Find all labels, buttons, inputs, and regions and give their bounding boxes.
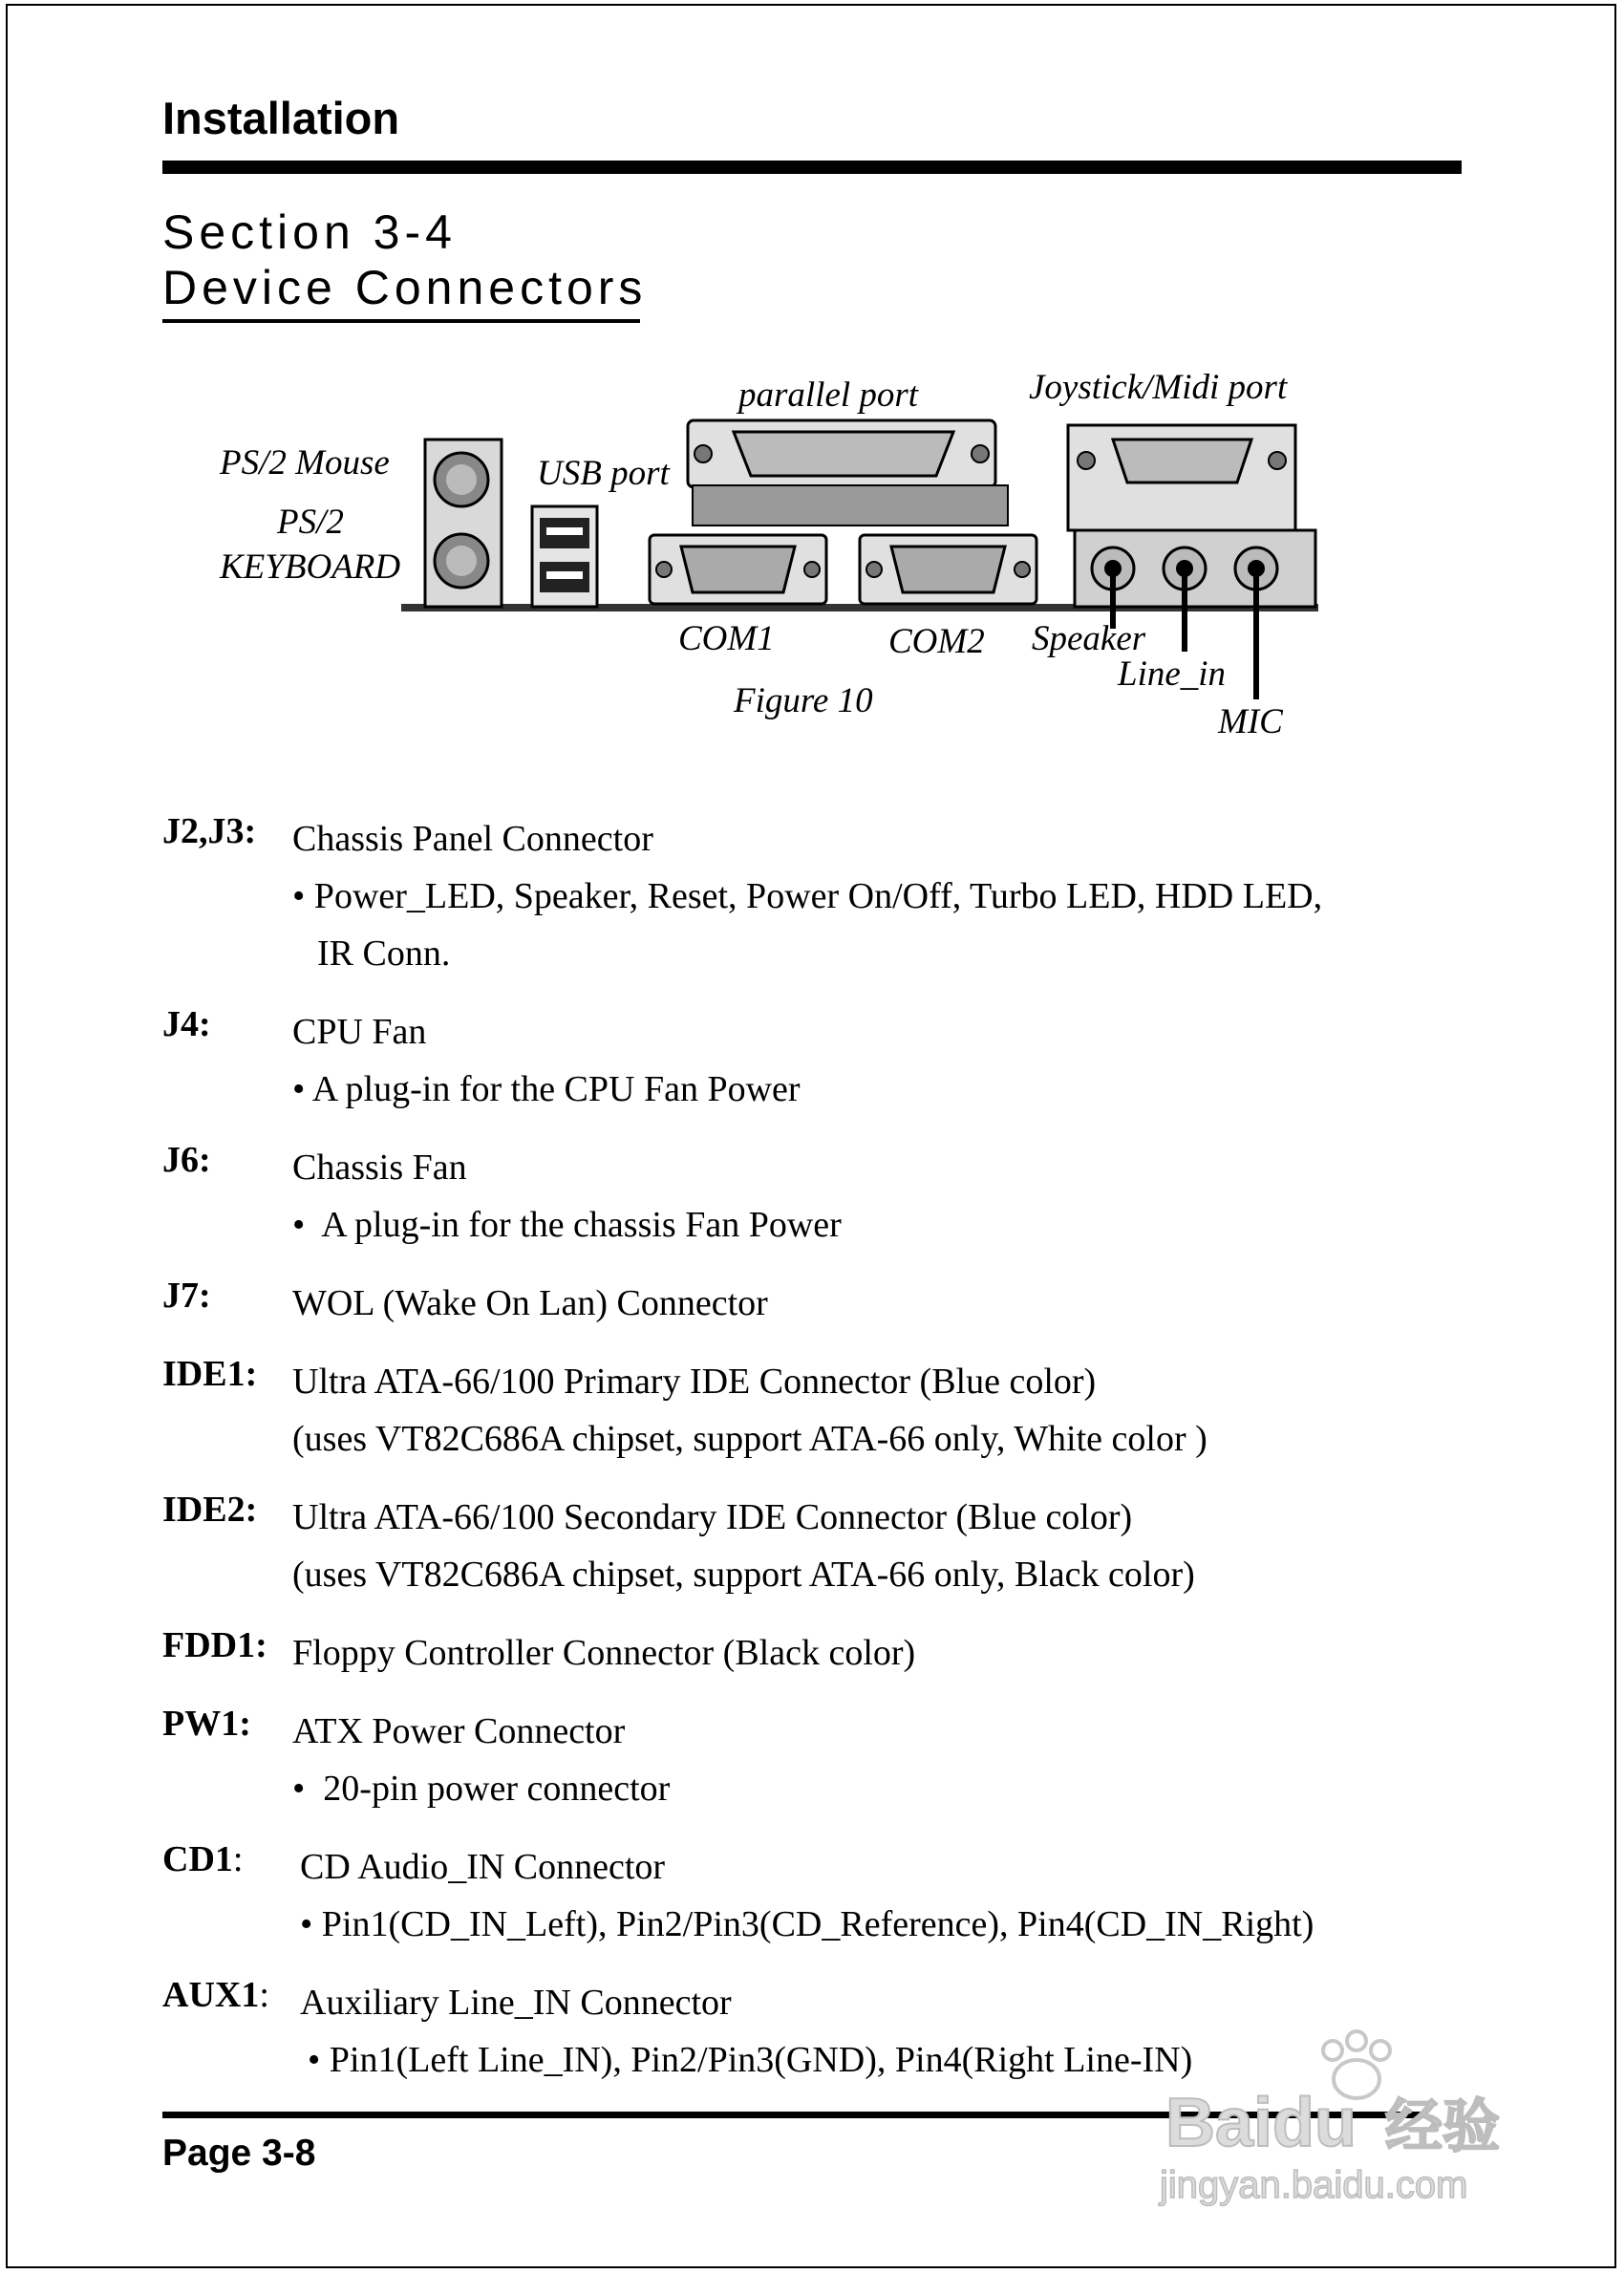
header-rule [162, 161, 1462, 174]
entry-pw1 [162, 1703, 1404, 1817]
entry-j4 [162, 1003, 1404, 1118]
watermark-brand-cn: 经验 [1385, 2093, 1500, 2160]
entry-fdd1 [162, 1624, 1404, 1682]
entry-description: CPU Fan [292, 1012, 427, 1052]
label-keyboard: KEYBOARD [220, 547, 401, 587]
entry-bullet: • Pin1(CD_IN_Left), Pin2/Pin3(CD_Reference), Pin4(CD_IN_Right) [300, 1904, 1314, 1944]
parallel-port-connector [688, 420, 1008, 526]
connector-list [162, 810, 1404, 2110]
entry-bullet: • A plug-in for the CPU Fan Power [292, 1069, 801, 1109]
entry-j2-j3 [162, 810, 1404, 982]
entry-label: IDE2: [162, 1490, 258, 1530]
page-number: Page 3-8 [162, 2133, 316, 2174]
usb-connector [532, 506, 597, 607]
entry-note: (uses VT82C686A chipset, support ATA-66 only, White color ) [292, 1419, 1207, 1459]
entry-description: CD Audio_IN Connector [300, 1847, 666, 1887]
entry-description: WOL (Wake On Lan) Connector [292, 1283, 768, 1323]
section-title [162, 204, 647, 315]
ps2-connector [425, 440, 502, 607]
label-ps2: PS/2 [277, 503, 344, 542]
entry-j6 [162, 1139, 1404, 1254]
back-panel-figure [210, 363, 1357, 769]
entry-label: IDE1: [162, 1354, 258, 1394]
entry-bullet-continued: IR Conn. [317, 933, 451, 974]
entry-j7 [162, 1275, 1404, 1332]
com2-connector [860, 535, 1036, 604]
com1-connector [650, 535, 826, 604]
entry-bullet: • Pin1(Left Line_IN), Pin2/Pin3(GND), Pin4(Right Line-IN) [308, 2040, 1193, 2080]
entry-description: Floppy Controller Connector (Black color) [292, 1633, 916, 1673]
label-speaker: Speaker [1032, 619, 1146, 658]
label-ps2-mouse: PS/2 Mouse [220, 443, 390, 483]
entry-description: Auxiliary Line_IN Connector [300, 1983, 732, 2023]
label-com2: COM2 [888, 622, 985, 661]
label-joystick-midi-port: Joystick/Midi port [1029, 368, 1288, 407]
label-com1: COM1 [678, 619, 775, 658]
entry-label: J2,J3: [162, 811, 257, 851]
watermark-url: jingyan.baidu.com [1160, 2164, 1468, 2206]
label-mic: MIC [1218, 702, 1283, 741]
figure-caption: Figure 10 [734, 681, 873, 720]
section-underline [162, 319, 640, 323]
page-header-title: Installation [162, 93, 400, 143]
entry-label: PW1: [162, 1704, 251, 1744]
entry-label: FDD1: [162, 1625, 267, 1665]
entry-description: ATX Power Connector [292, 1711, 626, 1751]
watermark-brand: Baidu [1165, 2085, 1357, 2161]
entry-ide1 [162, 1353, 1404, 1468]
section-name: Device Connectors [162, 261, 648, 314]
entry-description: Chassis Fan [292, 1148, 467, 1188]
entry-label: AUX1: [162, 1975, 269, 2015]
label-usb-port: USB port [537, 454, 670, 493]
entry-ide2 [162, 1489, 1404, 1603]
baidu-watermark [1137, 2024, 1548, 2215]
entry-description: Ultra ATA-66/100 Primary IDE Connector (Blue color) [292, 1362, 1097, 1402]
entry-description: Ultra ATA-66/100 Secondary IDE Connector (Blue color) [292, 1497, 1133, 1537]
entry-note: (uses VT82C686A chipset, support ATA-66 only, Black color) [292, 1555, 1195, 1595]
entry-bullet: • 20-pin power connector [292, 1769, 671, 1809]
entry-label: J7: [162, 1276, 211, 1316]
entry-bullet: • A plug-in for the chassis Fan Power [292, 1205, 842, 1245]
section-number: Section 3-4 [162, 205, 457, 259]
label-line-in: Line_in [1118, 654, 1227, 694]
back-panel-illustration [210, 363, 1357, 764]
entry-label: J6: [162, 1140, 211, 1180]
entry-label: CD1: [162, 1839, 244, 1879]
entry-description: Chassis Panel Connector [292, 819, 653, 859]
entry-label: J4: [162, 1004, 211, 1044]
entry-bullet: • Power_LED, Speaker, Reset, Power On/Off, Turbo LED, HDD LED, [292, 876, 1323, 916]
entry-cd1 [162, 1838, 1404, 1953]
label-parallel-port: parallel port [738, 375, 919, 415]
